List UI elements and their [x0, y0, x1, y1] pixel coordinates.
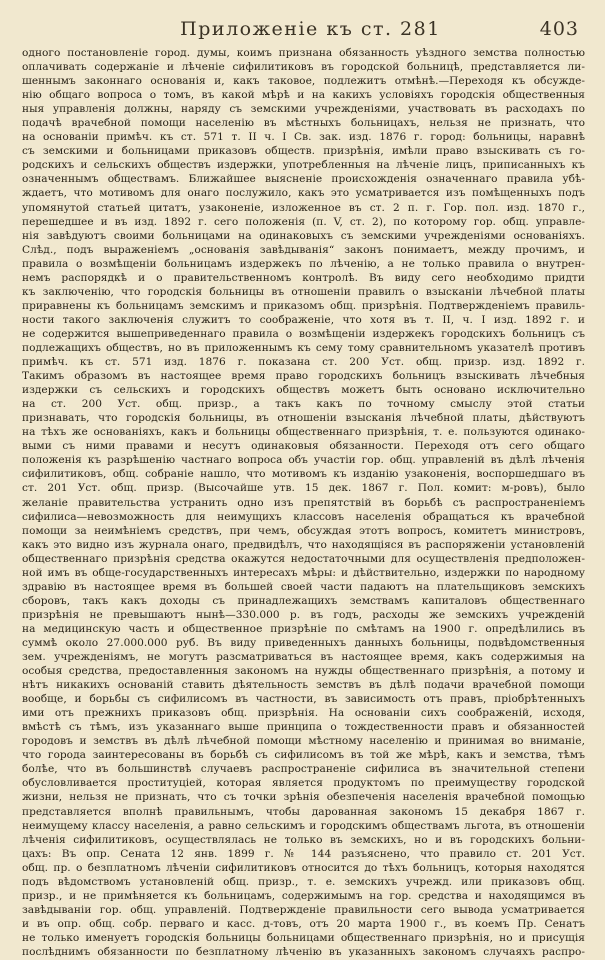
- text-line: приравнены къ больницамъ земскимъ и приказомъ общ. призрѣнія. Подтвержденіемъ правиль-: [22, 299, 585, 312]
- text-line: на основаніи примѣч. къ ст. 571 т. II ч. I Св. зак. изд. 1876 г. город: больницы, наравнѣ: [22, 131, 585, 144]
- text-line: признавать, что городскія больницы, въ отношеніи взысканія лѣчебной платы, дѣйствуютъ: [22, 412, 585, 425]
- text-line: обусловливается проституціей, которая является продуктомъ по преимуществу городской: [22, 777, 585, 790]
- text-line: оплачивать содержаніе и лѣченіе сифилитиковъ въ городской больницѣ, представляется ли-: [22, 61, 585, 74]
- text-line: сборовъ, такъ какъ доходы съ принадлежащихъ земствамъ капиталовъ общественнаго: [22, 594, 585, 607]
- text-line: помощи за неимѣніемъ средствъ, при чемъ, обсуждая этотъ вопросъ, комитетъ министровъ,: [22, 524, 585, 537]
- text-line: немъ распорядкѣ и о правительственномъ контролѣ. Въ виду сего необходимо придти: [22, 271, 585, 284]
- text-line: одного постановленіе город. думы, коимъ признана обязанность уѣздного земства полностью: [22, 47, 585, 59]
- text-line: подачѣ врачебной помощи населенію въ мѣстныхъ больницахъ, нельзя не признать, что: [22, 117, 585, 130]
- text-line: не только именуетъ городскія больницы больницами общественнаго призрѣнія, но и присущія: [22, 931, 585, 944]
- text-line: послѣднимъ обязанности по безплатному лѣченію въ указанныхъ закономъ случаяхъ распро-: [22, 946, 585, 958]
- text-line: какъ это видно изъ журнала онаго, предвидѣлъ, что находящіяся въ распоряженіи установленій: [22, 538, 585, 551]
- page-number: 403: [539, 18, 579, 40]
- text-line: здравію въ настоящее время въ большей своей части падаютъ на плательщиковъ земскихъ: [22, 580, 585, 593]
- text-line: ной имъ въ обще-государственныхъ интересахъ мѣры: и дѣйствительно, издержки по народному: [22, 566, 585, 579]
- text-line: сифилиса—невозможность для неимущихъ классовъ населенія обращаться къ врачебной: [22, 510, 585, 523]
- text-line: общественнаго призрѣнія средства окажутся недостаточными для осуществленія предположен-: [22, 552, 585, 565]
- text-line: что города заинтересованы въ борьбѣ съ сифилисомъ въ той же мѣрѣ, какъ и земства, тѣмъ: [22, 749, 585, 762]
- text-line: на ст. 200 Уст. общ. призр., а такъ какъ по точному смыслу этой статьи: [22, 398, 585, 411]
- text-line: означеннымъ обществамъ. Ближайшее выясненіе происхожденія означеннаго правила убѣ-: [22, 173, 585, 186]
- text-line: суммѣ около 27.000.000 руб. Въ виду приведенныхъ данныхъ больницы, подвѣдомственныя: [22, 636, 585, 649]
- text-line: примѣч. къ ст. 571 изд. 1876 г. показана ст. 200 Уст. общ. призр. изд. 1892 г.: [22, 356, 585, 369]
- running-title: Приложеніе къ ст. 281: [180, 18, 441, 40]
- text-line: призрѣнія не превышаютъ нынѣ—330.000 р. въ годъ, расходы же земскихъ учрежденій: [22, 608, 585, 621]
- text-line: къ заключенію, что городскія больницы въ отношеніи правилъ о взысканіи лѣчебной платы: [22, 285, 585, 298]
- text-line: лѣченія сифилитиковъ, осуществлялась не только въ земскихъ, но и въ городскихъ больни-: [22, 833, 585, 846]
- text-line: вообще, и борьбы съ сифилисомъ въ частности, въ зависимость отъ правъ, пріобрѣтенныхъ: [22, 693, 585, 706]
- text-line: Такимъ образомъ въ настоящее время право городскихъ больницъ взыскивать лѣчебныя: [22, 370, 585, 383]
- text-line: шеннымъ законнаго основанія и, какъ таковое, подлежитъ отмѣнѣ.—Переходя къ обсужде-: [22, 75, 585, 88]
- text-line: положенія къ разрѣшенію частнаго вопроса объ участіи гор. общ. управленій въ дѣлѣ лѣченія: [22, 454, 585, 467]
- text-line: упомянутой статьей цитатъ, узаконеніе, изложенное въ ст. 2 п. г. Гор. пол. изд. 1870 г.,: [22, 201, 585, 214]
- text-line: нія завѣдуютъ своими больницами на одинаковыхъ съ земскими учрежденіями основаніяхъ.: [22, 229, 585, 242]
- text-line: цахъ: Въ опр. Сената 12 янв. 1899 г. № 144 разъяснено, что правило ст. 201 Уст.: [22, 847, 585, 860]
- text-line: представляется вполнѣ правильнымъ, чтобы дарованная закономъ 15 декабря 1867 г.: [22, 805, 585, 818]
- text-line: нію общаго вопроса о томъ, въ какой мѣрѣ и на какихъ условіяхъ городскія общественныя: [22, 89, 585, 102]
- text-line: вмѣстѣ съ тѣмъ, изъ указаннаго выше принципа о тождественности правъ и обязанностей: [22, 721, 585, 734]
- text-line: неимущему классу населенія, а равно сельскимъ и городскимъ обществамъ льгота, въ отношеніи: [22, 819, 585, 832]
- text-line: ст. 201 Уст. общ. призр. (Высочайше утв. 15 дек. 1867 г. Пол. комит: м-ровъ), было: [22, 482, 585, 495]
- text-line: ныя управленія должны, наряду съ земскими учрежденіями, участвовать въ расходахъ по: [22, 103, 585, 116]
- body-text: [22, 46, 585, 959]
- text-line: родскихъ и сельскихъ обществъ издержки, употребленныя на лѣченіе лицъ, приписанныхъ къ: [22, 159, 585, 172]
- text-line: правила о возмѣщеніи больницамъ издержекъ по лѣченію, а не только правила о внутрен-: [22, 257, 585, 270]
- text-line: жизни, нельзя не признать, что съ точки зрѣнія обезпеченія населенія врачебной помощью: [22, 791, 585, 804]
- text-line: общ. пр. о безплатномъ лѣченіи сифилитиковъ относится до тѣхъ больницъ, которыя находятся: [22, 861, 585, 874]
- text-line: на тѣхъ же основаніяхъ, какъ и больницы общественнаго призрѣнія, т. е. пользуются одинако-: [22, 426, 585, 439]
- text-line: Слѣд., подъ выраженіемъ „основанія завѣдыванія“ законъ понимаетъ, между прочимъ, и: [22, 243, 585, 256]
- text-line: призр., и не примѣняется къ больницамъ, содержимымъ на гор. средства и находящимся въ: [22, 889, 585, 902]
- text-line: перешедшее и въ изд. 1892 г. сего положенія (п. V, ст. 2), по которому гор. общ. управле-: [22, 215, 585, 228]
- text-line: городовъ и земствъ въ дѣлѣ лѣчебной помощи мѣстному населенію и принимая во вниманіе,: [22, 735, 585, 748]
- text-line: подъ вѣдомствомъ установленій общ. призр., т. е. земскихъ учрежд. или приказовъ общ.: [22, 875, 585, 888]
- text-line: ности такого заключенія служитъ то соображеніе, что хотя въ т. II, ч. I изд. 1892 г. и: [22, 313, 585, 326]
- text-line: подлежащихъ обществъ, но въ приложеннымъ къ сему тому сравнительномъ указателѣ противъ: [22, 341, 585, 354]
- text-line: на медицинскую часть и общественное призрѣніе по смѣтамъ на 1900 г. опредѣлились въ: [22, 622, 585, 635]
- text-line: издержки съ сельскихъ и городскихъ обществъ можетъ быть основано исключительно: [22, 384, 585, 397]
- text-line: съ земскими и больницами приказовъ обществ. призрѣнія, имѣли право взыскивать съ го-: [22, 145, 585, 158]
- text-line: зем. учрежденіямъ, не могутъ разсматриваться въ настоящее время, какъ содержимыя на: [22, 651, 585, 664]
- text-line: особыя средства, предоставленныя закономъ на нужды общественнаго призрѣнія, а потому и: [22, 665, 585, 678]
- text-line: болѣе, что въ большинствѣ случаевъ распространеніе сифилиса въ значительной степени: [22, 763, 585, 776]
- text-line: и въ опр. общ. собр. перваго и касс. д-товъ, отъ 20 марта 1900 г., въ коемъ Пр. Сенатъ: [22, 917, 585, 930]
- text-line: желаніе правительства устранить одно изъ препятствій въ борьбѣ съ распространеніемъ: [22, 496, 585, 509]
- page-header: [22, 12, 585, 46]
- text-line: не содержится вышеприведеннаго правила о возмѣщеніи издержекъ городскихъ больницъ съ: [22, 327, 585, 340]
- text-line: ими отъ прежнихъ приказовъ общ. призрѣнія. На основаніи сихъ соображеній, исходя,: [22, 707, 585, 720]
- text-line: выми съ ними правами и несутъ одинаковыя обязанности. Переходя отъ сего общаго: [22, 440, 585, 453]
- text-line: сифилитиковъ, общ. собраніе нашло, что мотивомъ къ изданію узаконенія, воспоршедшаго въ: [22, 468, 585, 481]
- text-line: ждаетъ, что мотивомъ для онаго послужило, какъ это усматривается изъ помѣщенныхъ подъ: [22, 187, 585, 200]
- text-line: нѣтъ никакихъ основаній ставить дѣятельность земствъ въ дѣлѣ подачи врачебной помощи: [22, 679, 585, 692]
- text-line: завѣдываніи гор. общ. управленій. Подтвержденіе правильности сего вывода усматривается: [22, 903, 585, 916]
